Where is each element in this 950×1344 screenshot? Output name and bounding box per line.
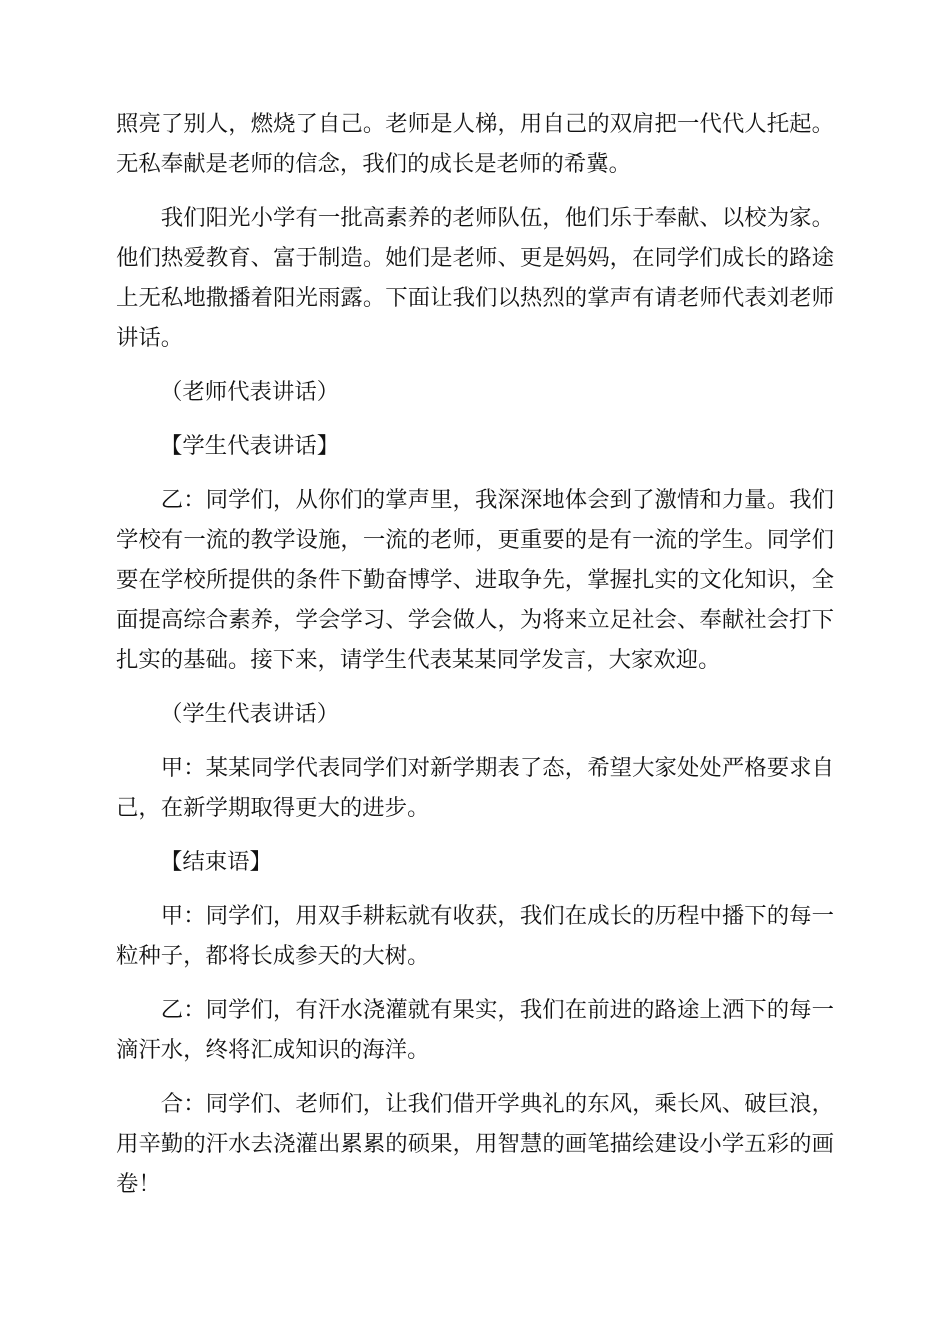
stage-cue-student-speech: （学生代表讲话） (160, 701, 340, 727)
paragraph-closing-together: 合：同学们、老师们，让我们借开学典礼的东风，乘长风、破巨浪，用辛勤的汗水去浇灌出累累的硕果，用智慧的画笔描绘建设小学五彩的画卷！ (116, 1091, 834, 1197)
stage-cue-teacher-speech: （老师代表讲话） (160, 379, 340, 405)
paragraph-student-introduction: 乙：同学们，从你们的掌声里，我深深地体会到了激情和力量。我们学校有一流的教学设施，一流的老师，更重要的是有一流的学生。同学们要在学校所提供的条件下勤奋博学、进取争先，掌握扎实的文化知识，全面提高综合素养，学会学习、学会做人，为将来立足社会、奉献社会打下扎实的基础。接下来，请学生代表某某同学发言，大家欢迎。 (116, 487, 834, 673)
paragraph-teacher-introduction: 我们阳光小学有一批高素养的老师队伍，他们乐于奉献、以校为家。他们热爱教育、富于制造。她们是老师、更是妈妈，在同学们成长的路途上无私地撒播着阳光雨露。下面让我们以热烈的掌声有请老师代表刘老师讲话。 (116, 205, 834, 351)
paragraph-closing-b: 乙：同学们，有汗水浇灌就有果实，我们在前进的路途上洒下的每一滴汗水，终将汇成知识的海洋。 (116, 997, 834, 1063)
section-heading-student-speech: 【学生代表讲话】 (160, 433, 340, 459)
paragraph-student-summary: 甲：某某同学代表同学们对新学期表了态，希望大家处处严格要求自己，在新学期取得更大的进步。 (116, 755, 834, 821)
paragraph-closing-a: 甲：同学们，用双手耕耘就有收获，我们在成长的历程中播下的每一粒种子，都将长成参天的大树。 (116, 903, 834, 969)
section-heading-closing: 【结束语】 (160, 849, 272, 875)
paragraph-opening-continuation: 照亮了别人，燃烧了自己。老师是人梯，用自己的双肩把一代代人托起。无私奉献是老师的信念，我们的成长是老师的希冀。 (116, 111, 834, 177)
document-page (116, 104, 834, 1218)
